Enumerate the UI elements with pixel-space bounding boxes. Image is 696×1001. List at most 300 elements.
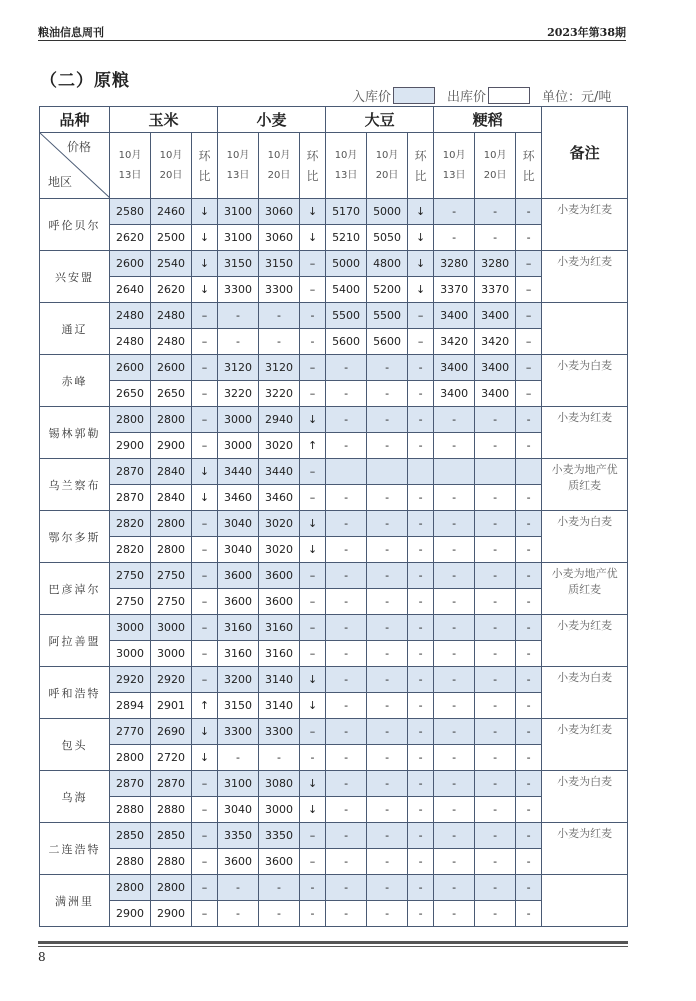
change-indicator: ↓ (408, 277, 434, 303)
price-cell: - (259, 303, 300, 329)
price-cell: - (475, 719, 516, 745)
price-cell: 2870 (151, 771, 192, 797)
change-indicator: - (516, 563, 542, 589)
price-cell: 3160 (218, 615, 259, 641)
subheader-line1: 10月 (118, 149, 142, 161)
price-cell: 5200 (367, 277, 408, 303)
price-cell: - (218, 303, 259, 329)
price-cell: 3150 (259, 251, 300, 277)
change-indicator: – (192, 407, 218, 433)
price-cell: - (367, 771, 408, 797)
change-indicator: - (408, 901, 434, 927)
remark-cell: 小麦为白麦 (542, 511, 628, 563)
footer-rule-thick (38, 941, 628, 944)
change-indicator: - (516, 875, 542, 901)
change-indicator: – (300, 251, 326, 277)
legend-in (352, 86, 435, 104)
price-cell: 2800 (110, 745, 151, 771)
change-indicator: - (408, 745, 434, 771)
price-cell: 3440 (259, 459, 300, 485)
price-cell: - (326, 355, 367, 381)
variety-header: 品种 (40, 107, 110, 133)
price-cell: 2800 (151, 537, 192, 563)
change-indicator: – (516, 381, 542, 407)
change-indicator: – (192, 563, 218, 589)
price-cell: 3460 (259, 485, 300, 511)
change-indicator: - (516, 823, 542, 849)
price-cell: 3220 (259, 381, 300, 407)
subheader-line1: 10月 (442, 149, 466, 161)
price-cell: - (434, 589, 475, 615)
legend-in-swatch (393, 87, 435, 104)
change-indicator: - (516, 615, 542, 641)
region-name: 鄂尔多斯 (40, 511, 110, 563)
subheader-line2: 比 (306, 168, 319, 183)
price-cell: 2840 (151, 485, 192, 511)
price-cell: - (434, 641, 475, 667)
change-indicator: – (192, 433, 218, 459)
change-indicator: – (516, 329, 542, 355)
change-indicator: - (516, 199, 542, 225)
price-cell: 3060 (259, 225, 300, 251)
change-indicator: ↓ (300, 771, 326, 797)
header-row-crops (40, 107, 628, 133)
diag-price-label: 价格 (66, 140, 91, 154)
change-indicator: ↑ (192, 693, 218, 719)
change-indicator: - (516, 537, 542, 563)
region-name: 呼伦贝尔 (40, 199, 110, 251)
price-cell: 2800 (151, 511, 192, 537)
region-name: 巴彦淖尔 (40, 563, 110, 615)
change-indicator: - (516, 667, 542, 693)
price-cell: 2750 (110, 563, 151, 589)
change-indicator: ↓ (300, 199, 326, 225)
price-cell: - (326, 485, 367, 511)
price-cell: 3420 (475, 329, 516, 355)
price-cell: 2820 (110, 537, 151, 563)
price-cell: 3400 (434, 381, 475, 407)
price-cell: 3400 (475, 355, 516, 381)
price-cell: 3000 (218, 407, 259, 433)
price-cell: - (475, 849, 516, 875)
subheader-c0-s0 (110, 133, 151, 199)
price-cell: 3600 (259, 589, 300, 615)
change-indicator: - (408, 797, 434, 823)
remark-cell: 小麦为白麦 (542, 667, 628, 719)
price-cell: - (367, 641, 408, 667)
price-cell: - (475, 745, 516, 771)
subheader-c3-s1 (475, 133, 516, 199)
change-indicator: - (408, 511, 434, 537)
remark-cell: 小麦为红麦 (542, 199, 628, 251)
price-cell: - (434, 797, 475, 823)
price-cell: - (475, 199, 516, 225)
change-indicator: ↓ (192, 485, 218, 511)
subheader-c0-s1 (151, 133, 192, 199)
price-cell: - (326, 771, 367, 797)
change-indicator: – (192, 901, 218, 927)
price-cell: - (434, 485, 475, 511)
crop-header-wheat: 小麦 (218, 107, 326, 133)
subheader-line2: 13日 (442, 169, 466, 181)
price-cell: - (434, 537, 475, 563)
price-cell: - (475, 433, 516, 459)
price-cell: 5500 (367, 303, 408, 329)
price-cell: 3040 (218, 537, 259, 563)
remark-header: 备注 (542, 107, 628, 199)
price-cell: - (434, 875, 475, 901)
subheader-c2-s0 (326, 133, 367, 199)
price-cell: 5210 (326, 225, 367, 251)
price-cell: 3000 (151, 641, 192, 667)
price-cell: - (218, 745, 259, 771)
change-indicator: - (300, 875, 326, 901)
price-cell: - (434, 407, 475, 433)
price-cell: 2750 (151, 563, 192, 589)
price-cell: 3400 (475, 381, 516, 407)
price-cell: - (434, 563, 475, 589)
table-row (40, 303, 628, 329)
price-cell: 2850 (110, 823, 151, 849)
footer-rule-thin (38, 946, 628, 947)
change-indicator: - (408, 771, 434, 797)
price-cell: - (326, 797, 367, 823)
price-cell: - (259, 875, 300, 901)
change-indicator: - (408, 355, 434, 381)
change-indicator: - (516, 225, 542, 251)
subheader-c1-s0 (218, 133, 259, 199)
change-indicator: - (408, 563, 434, 589)
price-cell: 2640 (110, 277, 151, 303)
price-cell: 3420 (434, 329, 475, 355)
remark-cell: 小麦为地产优质红麦 (542, 459, 628, 511)
change-indicator: – (192, 511, 218, 537)
price-table (39, 106, 628, 927)
price-cell: 2870 (110, 485, 151, 511)
price-cell: 3350 (259, 823, 300, 849)
change-indicator: ↓ (192, 459, 218, 485)
table-row (40, 199, 628, 225)
table-row (40, 563, 628, 589)
price-cell: - (326, 693, 367, 719)
table-row (40, 667, 628, 693)
change-indicator (516, 459, 542, 485)
subheader-line1: 环 (306, 148, 319, 163)
table-row (40, 485, 628, 511)
price-cell: 2620 (151, 277, 192, 303)
price-cell: - (475, 407, 516, 433)
region-name: 阿拉善盟 (40, 615, 110, 667)
price-cell: 3600 (218, 849, 259, 875)
change-indicator: ↑ (300, 433, 326, 459)
price-cell: 5170 (326, 199, 367, 225)
table-row (40, 277, 628, 303)
price-cell: - (218, 901, 259, 927)
price-cell: 2880 (151, 849, 192, 875)
change-indicator: ↓ (300, 667, 326, 693)
price-cell (434, 459, 475, 485)
price-cell: 3300 (218, 277, 259, 303)
remark-cell (542, 875, 628, 927)
price-cell: - (367, 433, 408, 459)
price-cell: 2600 (110, 355, 151, 381)
price-cell: 3400 (475, 303, 516, 329)
change-indicator: ↓ (300, 693, 326, 719)
table-row (40, 719, 628, 745)
legend-out-label: 出库价 (447, 90, 487, 105)
price-cell: 3370 (434, 277, 475, 303)
price-cell: - (367, 485, 408, 511)
price-cell: - (367, 615, 408, 641)
price-cell: 2620 (110, 225, 151, 251)
change-indicator: – (516, 277, 542, 303)
change-indicator: - (516, 407, 542, 433)
price-cell: 2880 (110, 797, 151, 823)
price-cell: - (259, 329, 300, 355)
change-indicator: ↓ (192, 277, 218, 303)
change-indicator: - (516, 849, 542, 875)
price-cell: - (326, 615, 367, 641)
change-indicator: ↓ (192, 251, 218, 277)
remark-cell: 小麦为白麦 (542, 771, 628, 823)
price-cell: 3280 (434, 251, 475, 277)
change-indicator: – (516, 251, 542, 277)
price-cell: 2840 (151, 459, 192, 485)
change-indicator: – (300, 277, 326, 303)
price-cell: 2750 (151, 589, 192, 615)
price-cell: - (218, 875, 259, 901)
price-cell: - (326, 849, 367, 875)
price-cell (367, 459, 408, 485)
price-cell (475, 459, 516, 485)
price-cell: 3600 (259, 563, 300, 589)
price-cell: - (326, 537, 367, 563)
region-name: 通辽 (40, 303, 110, 355)
change-indicator: – (300, 459, 326, 485)
price-cell: - (326, 433, 367, 459)
table-row (40, 693, 628, 719)
price-cell: - (218, 329, 259, 355)
subheader-c1-s2 (300, 133, 326, 199)
price-cell: - (326, 381, 367, 407)
price-cell: - (434, 199, 475, 225)
price-cell: - (475, 823, 516, 849)
price-cell: 2720 (151, 745, 192, 771)
price-cell: 3300 (259, 719, 300, 745)
price-cell: 3080 (259, 771, 300, 797)
change-indicator: – (192, 823, 218, 849)
subheader-line1: 10月 (483, 149, 507, 161)
remark-cell: 小麦为红麦 (542, 719, 628, 771)
price-cell: 3120 (259, 355, 300, 381)
change-indicator: - (516, 641, 542, 667)
region-name: 锡林郭勒 (40, 407, 110, 459)
price-cell: - (434, 901, 475, 927)
price-cell: - (475, 615, 516, 641)
remark-cell: 小麦为红麦 (542, 251, 628, 303)
change-indicator: - (408, 615, 434, 641)
subheader-line1: 环 (198, 148, 211, 163)
change-indicator: - (516, 693, 542, 719)
price-cell: - (434, 745, 475, 771)
change-indicator: - (516, 511, 542, 537)
change-indicator: – (300, 485, 326, 511)
price-cell: - (434, 823, 475, 849)
price-cell: 2880 (110, 849, 151, 875)
subheader-line1: 10月 (159, 149, 183, 161)
price-cell: 3460 (218, 485, 259, 511)
price-cell: 3150 (218, 251, 259, 277)
subheader-line2: 20日 (267, 169, 291, 181)
price-cell: 3120 (218, 355, 259, 381)
price-cell: 3100 (218, 771, 259, 797)
change-indicator: – (192, 329, 218, 355)
change-indicator: - (408, 719, 434, 745)
price-cell: 2940 (259, 407, 300, 433)
change-indicator: – (192, 381, 218, 407)
change-indicator: – (300, 849, 326, 875)
table-row (40, 589, 628, 615)
subheader-c1-s1 (259, 133, 300, 199)
price-cell: 2920 (110, 667, 151, 693)
price-cell: - (475, 901, 516, 927)
price-cell: 2870 (110, 771, 151, 797)
change-indicator: ↓ (192, 225, 218, 251)
price-cell: 2500 (151, 225, 192, 251)
price-cell: 2920 (151, 667, 192, 693)
price-cell: 3600 (218, 589, 259, 615)
price-cell: 2480 (110, 303, 151, 329)
table-row (40, 511, 628, 537)
change-indicator: - (408, 407, 434, 433)
table-row (40, 251, 628, 277)
price-cell: - (475, 771, 516, 797)
price-cell: 2770 (110, 719, 151, 745)
subheader-line2: 13日 (334, 169, 358, 181)
price-cell: 5400 (326, 277, 367, 303)
remark-cell: 小麦为白麦 (542, 355, 628, 407)
price-cell: 3400 (434, 355, 475, 381)
price-cell: - (434, 433, 475, 459)
price-cell: - (326, 563, 367, 589)
region-name: 乌海 (40, 771, 110, 823)
price-cell: - (475, 667, 516, 693)
remark-cell: 小麦为红麦 (542, 407, 628, 459)
change-indicator: – (300, 589, 326, 615)
change-indicator: – (300, 641, 326, 667)
price-cell: 2580 (110, 199, 151, 225)
change-indicator: ↓ (408, 225, 434, 251)
price-cell: - (475, 641, 516, 667)
change-indicator: - (300, 329, 326, 355)
issue-number: 2023年第38期 (547, 26, 626, 39)
price-cell: 3200 (218, 667, 259, 693)
price-cell: - (326, 823, 367, 849)
region-name: 兴安盟 (40, 251, 110, 303)
price-cell: - (367, 693, 408, 719)
table-row (40, 329, 628, 355)
price-cell: 2894 (110, 693, 151, 719)
change-indicator: ↓ (192, 199, 218, 225)
publication-name: 粮油信息周刊 (38, 26, 104, 39)
price-cell: - (367, 823, 408, 849)
price-cell: 2650 (110, 381, 151, 407)
crop-header-japonica-rice: 粳稻 (434, 107, 542, 133)
subheader-line1: 10月 (334, 149, 358, 161)
change-indicator: – (192, 849, 218, 875)
subheader-line2: 20日 (375, 169, 399, 181)
price-cell: - (434, 615, 475, 641)
subheader-c3-s2 (516, 133, 542, 199)
change-indicator: ↓ (192, 719, 218, 745)
price-cell: 3150 (218, 693, 259, 719)
table-row (40, 901, 628, 927)
change-indicator: - (408, 589, 434, 615)
price-cell: 3040 (218, 511, 259, 537)
price-cell: - (367, 589, 408, 615)
change-indicator: - (408, 693, 434, 719)
table-row (40, 875, 628, 901)
subheader-c2-s2 (408, 133, 434, 199)
subheader-line2: 20日 (159, 169, 183, 181)
price-cell: - (326, 589, 367, 615)
diagonal-header-cell (40, 133, 110, 199)
price-cell: 3160 (259, 615, 300, 641)
subheader-line2: 比 (522, 168, 535, 183)
price-cell: 2690 (151, 719, 192, 745)
section-title: （二）原粮 (40, 71, 130, 91)
change-indicator: – (408, 329, 434, 355)
price-cell: 3020 (259, 433, 300, 459)
price-cell: - (367, 407, 408, 433)
page-header (38, 22, 626, 41)
price-cell: 3000 (259, 797, 300, 823)
price-cell: 2850 (151, 823, 192, 849)
price-cell: 3220 (218, 381, 259, 407)
price-cell: 5500 (326, 303, 367, 329)
table-row (40, 407, 628, 433)
price-cell: 2600 (151, 355, 192, 381)
price-cell: 3140 (259, 667, 300, 693)
table-row (40, 641, 628, 667)
price-cell: - (475, 875, 516, 901)
price-cell: - (367, 537, 408, 563)
change-indicator: ↓ (300, 407, 326, 433)
subheader-line2: 比 (414, 168, 427, 183)
change-indicator: – (192, 589, 218, 615)
price-cell: 3000 (110, 615, 151, 641)
price-cell: 2480 (110, 329, 151, 355)
price-cell: 3300 (218, 719, 259, 745)
change-indicator: - (408, 641, 434, 667)
change-indicator: ↓ (408, 251, 434, 277)
price-cell: 3280 (475, 251, 516, 277)
price-cell: - (475, 563, 516, 589)
price-cell: 3140 (259, 693, 300, 719)
change-indicator: – (300, 719, 326, 745)
change-indicator: ↓ (300, 511, 326, 537)
change-indicator: - (408, 381, 434, 407)
price-cell: - (475, 693, 516, 719)
price-cell: - (475, 797, 516, 823)
table-row (40, 381, 628, 407)
change-indicator: - (408, 823, 434, 849)
subheader-line2: 20日 (483, 169, 507, 181)
table-row (40, 225, 628, 251)
price-cell: - (434, 511, 475, 537)
price-cell: 3440 (218, 459, 259, 485)
price-cell: 3160 (259, 641, 300, 667)
